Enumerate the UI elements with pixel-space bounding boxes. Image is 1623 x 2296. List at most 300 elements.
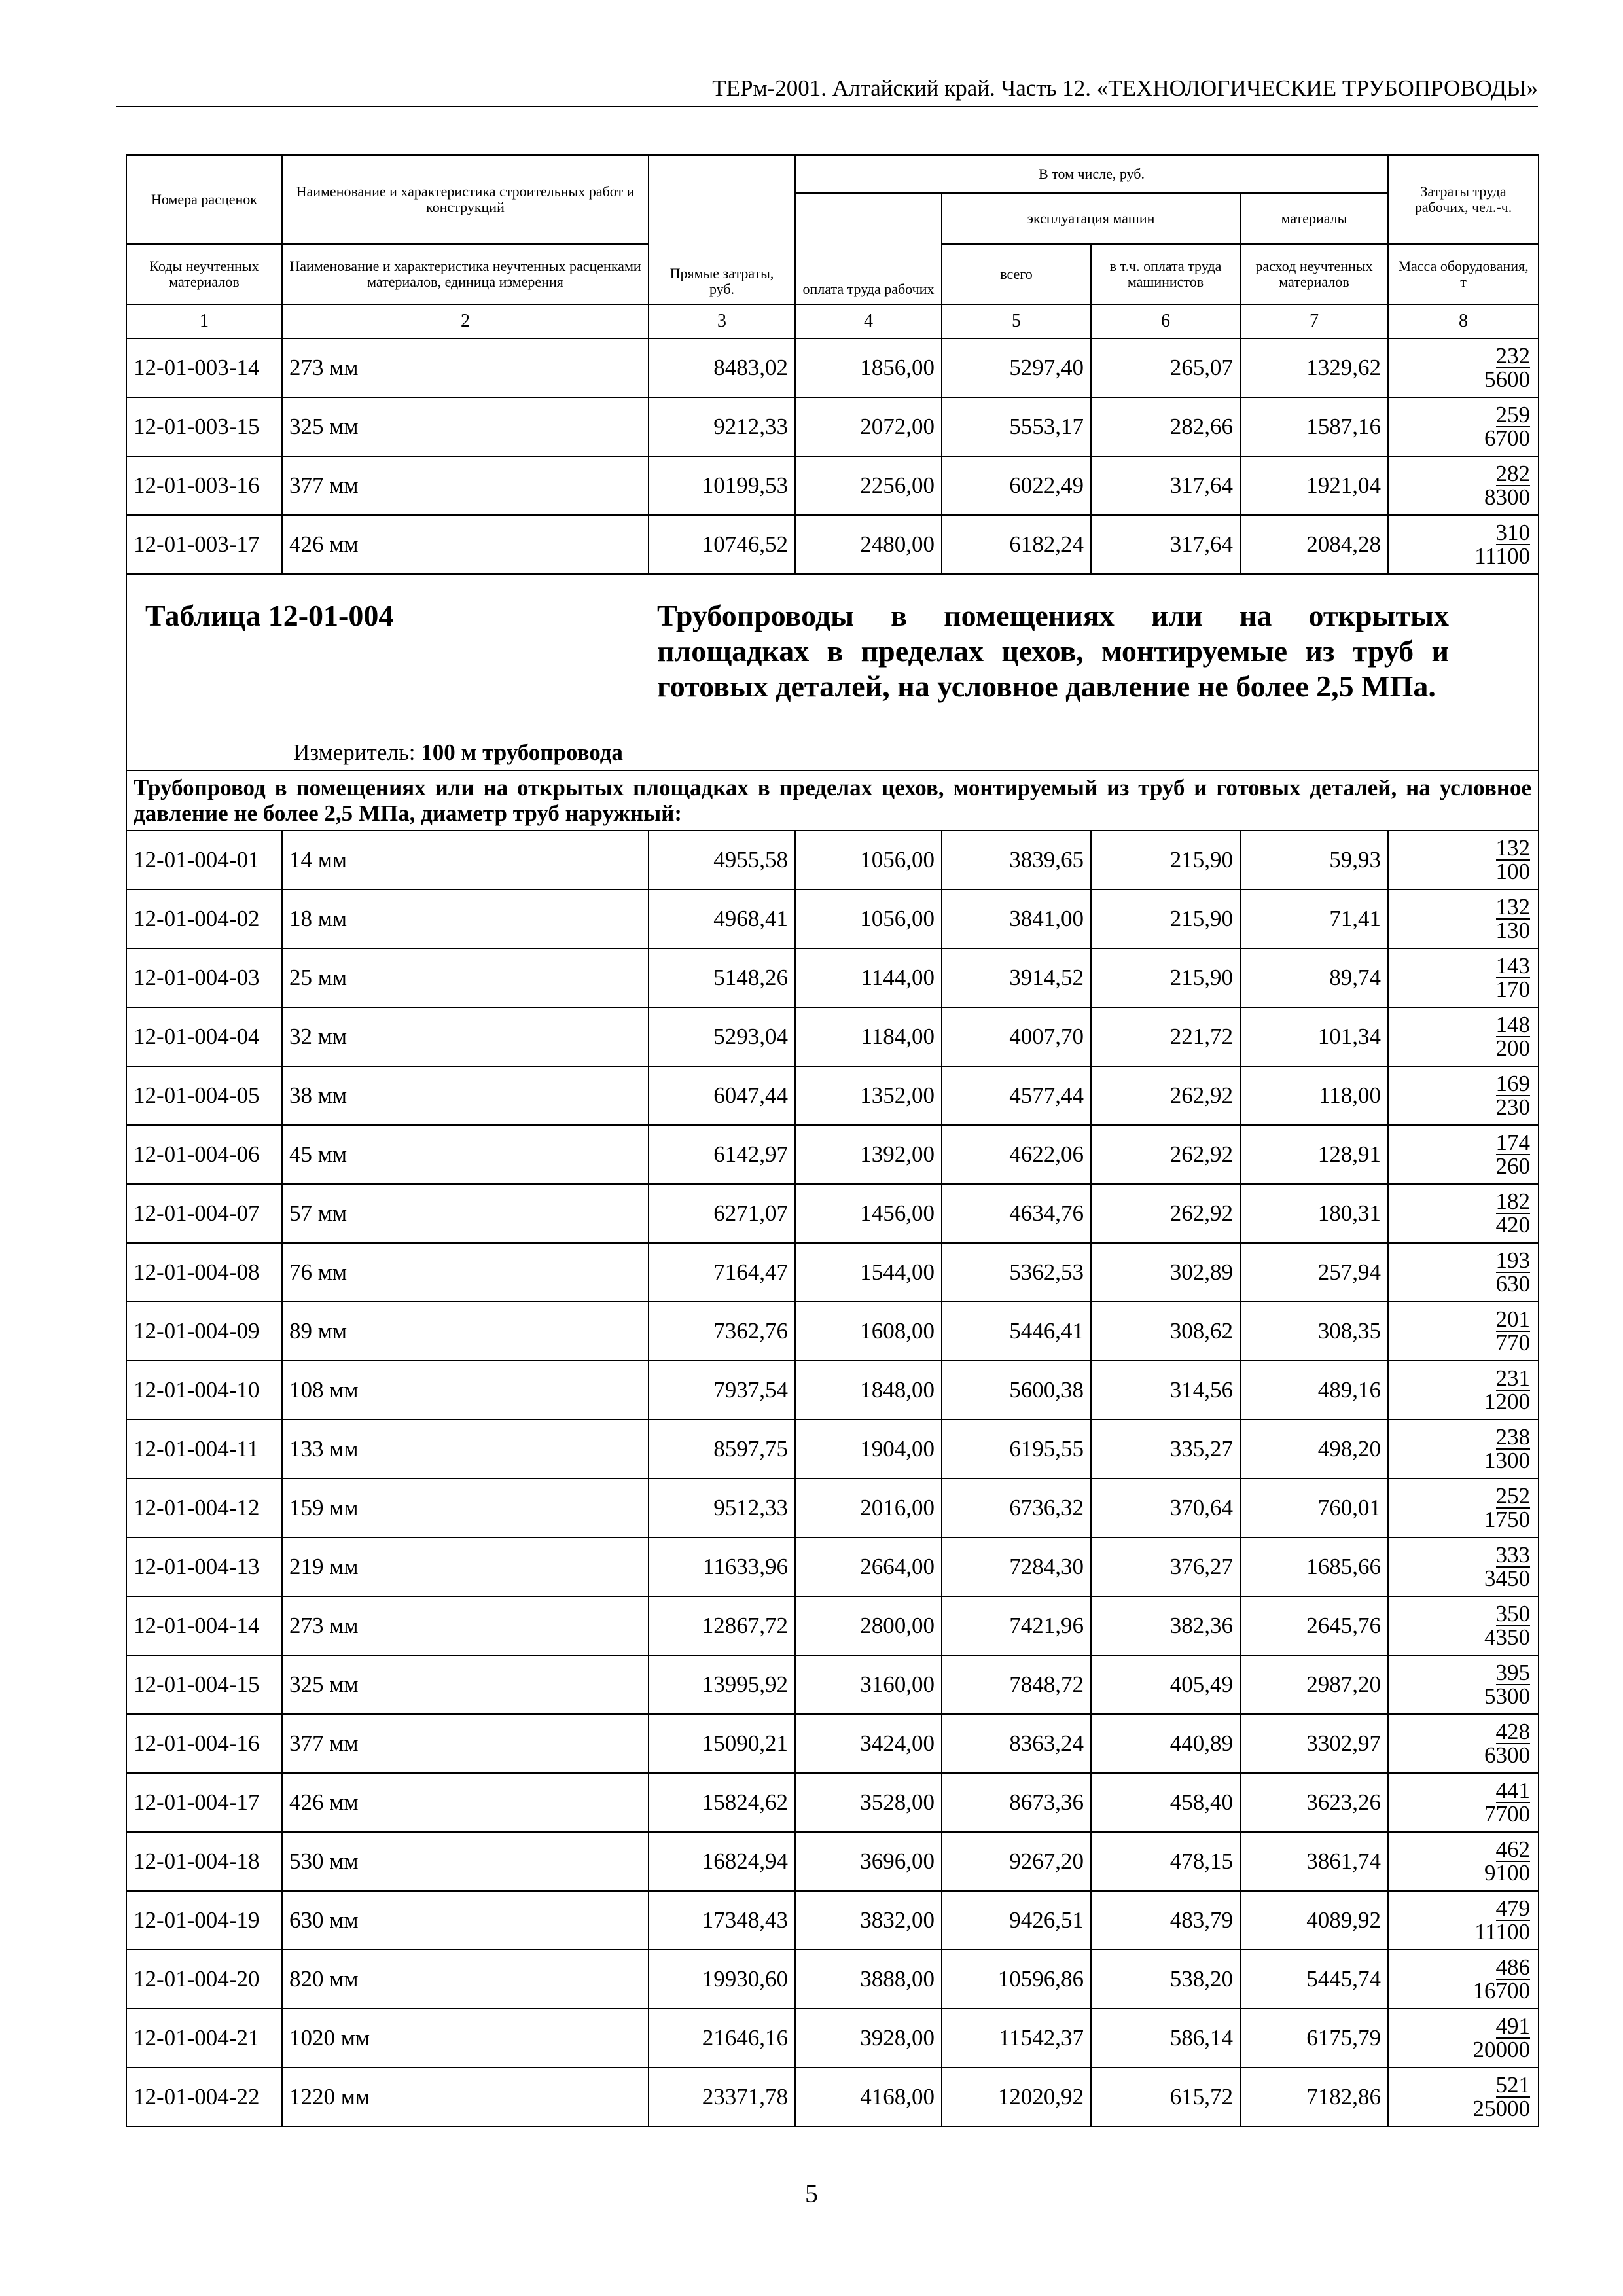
equipment-mass-value: 4350 — [1484, 1624, 1531, 1650]
direct-costs: 13995,92 — [649, 1655, 795, 1714]
machines-total: 3914,52 — [942, 948, 1091, 1007]
pipe-diameter: 133 мм — [282, 1420, 649, 1479]
labor-costs-value: 486 — [1495, 1954, 1531, 1980]
rate-code: 12-01-003-16 — [126, 456, 282, 515]
labor-costs-value: 148 — [1495, 1012, 1531, 1037]
equipment-mass-value: 130 — [1495, 918, 1531, 943]
direct-costs: 16824,94 — [649, 1832, 795, 1891]
col-number: 1 — [126, 304, 282, 338]
table-row — [126, 889, 1539, 948]
pipe-diameter: 14 мм — [282, 831, 649, 889]
materials-cost: 59,93 — [1240, 831, 1388, 889]
equipment-mass-value: 16700 — [1472, 1978, 1531, 2003]
materials-cost: 89,74 — [1240, 948, 1388, 1007]
rate-code: 12-01-004-15 — [126, 1655, 282, 1714]
table-row — [126, 1007, 1539, 1066]
pipe-diameter: 32 мм — [282, 1007, 649, 1066]
labor-and-mass — [1388, 2068, 1539, 2126]
machines-total: 6195,55 — [942, 1420, 1091, 1479]
labor-and-mass — [1388, 1184, 1539, 1243]
machines-total: 3841,00 — [942, 889, 1091, 948]
table-title-block — [126, 574, 1539, 770]
col-materials-usage: расход неучтенных материалов — [1240, 244, 1388, 304]
col-number: 2 — [282, 304, 649, 338]
direct-costs: 5148,26 — [649, 948, 795, 1007]
machinist-pay: 282,66 — [1091, 397, 1240, 456]
pipe-diameter: 325 мм — [282, 397, 649, 456]
machines-total: 7848,72 — [942, 1655, 1091, 1714]
col-labor-costs: Затраты труда рабочих, чел.-ч. — [1388, 155, 1539, 244]
equipment-mass-value: 25000 — [1472, 2096, 1531, 2121]
pipe-diameter: 377 мм — [282, 1714, 649, 1773]
equipment-mass-value: 1750 — [1484, 1507, 1531, 1532]
labor-costs-value: 282 — [1495, 461, 1531, 486]
labor-costs-value: 333 — [1495, 1542, 1531, 1568]
labor-costs-value: 201 — [1495, 1306, 1531, 1332]
direct-costs: 10199,53 — [649, 456, 795, 515]
labor-and-mass — [1388, 1420, 1539, 1479]
labor-pay: 3424,00 — [795, 1714, 942, 1773]
labor-pay: 1144,00 — [795, 948, 942, 1007]
rate-code: 12-01-003-17 — [126, 515, 282, 574]
rate-code: 12-01-004-13 — [126, 1537, 282, 1596]
meter — [293, 740, 623, 766]
materials-cost: 1329,62 — [1240, 338, 1388, 397]
machinist-pay: 215,90 — [1091, 831, 1240, 889]
labor-costs-value: 428 — [1495, 1719, 1531, 1744]
pipe-diameter: 273 мм — [282, 338, 649, 397]
equipment-mass-value: 3450 — [1484, 1566, 1531, 1591]
rate-code: 12-01-004-12 — [126, 1479, 282, 1537]
col-number: 4 — [795, 304, 942, 338]
col-machinist-pay: в т.ч. оплата труда машинистов — [1091, 244, 1240, 304]
materials-cost: 71,41 — [1240, 889, 1388, 948]
machines-total: 5362,53 — [942, 1243, 1091, 1302]
labor-pay: 1856,00 — [795, 338, 942, 397]
materials-cost: 489,16 — [1240, 1361, 1388, 1420]
col-number: 7 — [1240, 304, 1388, 338]
pipe-diameter: 57 мм — [282, 1184, 649, 1243]
materials-cost: 5445,74 — [1240, 1950, 1388, 2009]
rate-code: 12-01-004-21 — [126, 2009, 282, 2068]
materials-cost: 2084,28 — [1240, 515, 1388, 574]
machinist-pay: 265,07 — [1091, 338, 1240, 397]
equipment-mass-value: 770 — [1495, 1330, 1531, 1355]
machinist-pay: 376,27 — [1091, 1537, 1240, 1596]
direct-costs: 17348,43 — [649, 1891, 795, 1950]
materials-cost: 257,94 — [1240, 1243, 1388, 1302]
machinist-pay: 538,20 — [1091, 1950, 1240, 2009]
machines-total: 5446,41 — [942, 1302, 1091, 1361]
labor-costs-value: 232 — [1495, 343, 1531, 368]
labor-and-mass — [1388, 1302, 1539, 1361]
labor-costs-value: 395 — [1495, 1660, 1531, 1685]
equipment-mass-value: 1200 — [1484, 1389, 1531, 1414]
table-row — [126, 948, 1539, 1007]
direct-costs: 9212,33 — [649, 397, 795, 456]
pipe-diameter: 273 мм — [282, 1596, 649, 1655]
table-row — [126, 1361, 1539, 1420]
labor-pay: 2072,00 — [795, 397, 942, 456]
col-number: 5 — [942, 304, 1091, 338]
col-number: 6 — [1091, 304, 1240, 338]
labor-costs-value: 462 — [1495, 1837, 1531, 1862]
labor-costs-value: 132 — [1495, 894, 1531, 920]
labor-costs-value: 231 — [1495, 1365, 1531, 1391]
direct-costs: 4955,58 — [649, 831, 795, 889]
machinist-pay: 314,56 — [1091, 1361, 1240, 1420]
machinist-pay: 221,72 — [1091, 1007, 1240, 1066]
rate-code: 12-01-004-01 — [126, 831, 282, 889]
labor-and-mass — [1388, 1361, 1539, 1420]
labor-pay: 2664,00 — [795, 1537, 942, 1596]
equipment-mass-value: 6300 — [1484, 1742, 1531, 1768]
pipe-diameter: 25 мм — [282, 948, 649, 1007]
pipe-diameter: 1020 мм — [282, 2009, 649, 2068]
labor-pay: 2800,00 — [795, 1596, 942, 1655]
materials-cost: 3302,97 — [1240, 1714, 1388, 1773]
materials-cost: 2645,76 — [1240, 1596, 1388, 1655]
machines-total: 9267,20 — [942, 1832, 1091, 1891]
materials-cost: 4089,92 — [1240, 1891, 1388, 1950]
equipment-mass-value: 230 — [1495, 1094, 1531, 1120]
direct-costs: 10746,52 — [649, 515, 795, 574]
labor-costs-value: 193 — [1495, 1247, 1531, 1273]
machines-total: 8673,36 — [942, 1773, 1091, 1832]
materials-cost: 3623,26 — [1240, 1773, 1388, 1832]
machinist-pay: 317,64 — [1091, 515, 1240, 574]
rate-code: 12-01-004-04 — [126, 1007, 282, 1066]
pipe-diameter: 18 мм — [282, 889, 649, 948]
machines-total: 6182,24 — [942, 515, 1091, 574]
rate-code: 12-01-004-02 — [126, 889, 282, 948]
labor-costs-value: 310 — [1495, 520, 1531, 545]
labor-pay: 1184,00 — [795, 1007, 942, 1066]
pipe-diameter: 159 мм — [282, 1479, 649, 1537]
equipment-mass-value: 11100 — [1474, 543, 1531, 569]
labor-pay: 1056,00 — [795, 831, 942, 889]
labor-costs-value: 479 — [1495, 1895, 1531, 1921]
col-material-names: Наименование и характеристика неучтенных расценками материалов, единица измерения — [282, 244, 649, 304]
labor-costs-value: 238 — [1495, 1424, 1531, 1450]
materials-cost: 3861,74 — [1240, 1832, 1388, 1891]
materials-cost: 1685,66 — [1240, 1537, 1388, 1596]
machinist-pay: 262,92 — [1091, 1066, 1240, 1125]
rate-code: 12-01-004-17 — [126, 1773, 282, 1832]
direct-costs: 8597,75 — [649, 1420, 795, 1479]
direct-costs: 6047,44 — [649, 1066, 795, 1125]
equipment-mass-value: 420 — [1495, 1212, 1531, 1238]
machines-total: 5600,38 — [942, 1361, 1091, 1420]
table-description: Трубопроводы в помещениях или на открытых площадках в пределах цехов, монтируемые из труб и готовых деталей, на условное давление не более 2,5 МПа. — [657, 599, 1449, 703]
col-number: 8 — [1388, 304, 1539, 338]
direct-costs: 7937,54 — [649, 1361, 795, 1420]
rate-code: 12-01-004-11 — [126, 1420, 282, 1479]
direct-costs: 19930,60 — [649, 1950, 795, 2009]
direct-costs: 8483,02 — [649, 338, 795, 397]
rate-code: 12-01-004-06 — [126, 1125, 282, 1184]
machines-total: 5553,17 — [942, 397, 1091, 456]
labor-pay: 1056,00 — [795, 889, 942, 948]
table-row — [126, 831, 1539, 889]
labor-and-mass — [1388, 1773, 1539, 1832]
labor-pay: 4168,00 — [795, 2068, 942, 2126]
direct-costs: 11633,96 — [649, 1537, 795, 1596]
labor-pay: 1848,00 — [795, 1361, 942, 1420]
materials-cost: 1587,16 — [1240, 397, 1388, 456]
col-including: В том числе, руб. — [795, 155, 1388, 193]
pipe-diameter: 325 мм — [282, 1655, 649, 1714]
pipe-diameter: 89 мм — [282, 1302, 649, 1361]
pipe-diameter: 76 мм — [282, 1243, 649, 1302]
equipment-mass-value: 5600 — [1484, 367, 1531, 392]
rates-table — [126, 154, 1539, 2127]
labor-and-mass — [1388, 456, 1539, 515]
pipe-diameter: 1220 мм — [282, 2068, 649, 2126]
labor-pay: 3696,00 — [795, 1832, 942, 1891]
labor-and-mass — [1388, 1832, 1539, 1891]
table-row — [126, 397, 1539, 456]
machinist-pay: 478,15 — [1091, 1832, 1240, 1891]
equipment-mass-value: 100 — [1495, 859, 1531, 884]
table-row — [126, 1125, 1539, 1184]
labor-pay: 3832,00 — [795, 1891, 942, 1950]
labor-costs-value: 441 — [1495, 1778, 1531, 1803]
machinist-pay: 317,64 — [1091, 456, 1240, 515]
equipment-mass-value: 630 — [1495, 1271, 1531, 1297]
direct-costs: 4968,41 — [649, 889, 795, 948]
labor-and-mass — [1388, 1537, 1539, 1596]
table-row — [126, 1420, 1539, 1479]
machinist-pay: 308,62 — [1091, 1302, 1240, 1361]
col-labor-pay: оплата труда рабочих — [795, 193, 942, 304]
labor-and-mass — [1388, 1891, 1539, 1950]
table-row — [126, 1066, 1539, 1125]
table-row — [126, 1302, 1539, 1361]
machines-total: 4634,76 — [942, 1184, 1091, 1243]
labor-costs-value: 169 — [1495, 1071, 1531, 1096]
materials-cost: 498,20 — [1240, 1420, 1388, 1479]
pipe-diameter: 820 мм — [282, 1950, 649, 2009]
labor-and-mass — [1388, 1066, 1539, 1125]
labor-and-mass — [1388, 1655, 1539, 1714]
labor-and-mass — [1388, 948, 1539, 1007]
materials-cost: 760,01 — [1240, 1479, 1388, 1537]
direct-costs: 15824,62 — [649, 1773, 795, 1832]
equipment-mass-value: 1300 — [1484, 1448, 1531, 1473]
machinist-pay: 302,89 — [1091, 1243, 1240, 1302]
labor-costs-value: 491 — [1495, 2013, 1531, 2039]
machinist-pay: 483,79 — [1091, 1891, 1240, 1950]
machinist-pay: 215,90 — [1091, 948, 1240, 1007]
machines-total: 4007,70 — [942, 1007, 1091, 1066]
materials-cost: 101,34 — [1240, 1007, 1388, 1066]
labor-pay: 1456,00 — [795, 1184, 942, 1243]
labor-and-mass — [1388, 1596, 1539, 1655]
rate-code: 12-01-004-08 — [126, 1243, 282, 1302]
labor-costs-value: 143 — [1495, 953, 1531, 978]
table-row — [126, 1950, 1539, 2009]
materials-cost: 6175,79 — [1240, 2009, 1388, 2068]
machinist-pay: 370,64 — [1091, 1479, 1240, 1537]
table-row — [126, 1832, 1539, 1891]
machines-total: 7421,96 — [942, 1596, 1091, 1655]
materials-cost: 118,00 — [1240, 1066, 1388, 1125]
labor-and-mass — [1388, 831, 1539, 889]
machines-total: 6736,32 — [942, 1479, 1091, 1537]
materials-cost: 7182,86 — [1240, 2068, 1388, 2126]
machines-total: 12020,92 — [942, 2068, 1091, 2126]
machinist-pay: 440,89 — [1091, 1714, 1240, 1773]
direct-costs: 6271,07 — [649, 1184, 795, 1243]
page-number: 5 — [805, 2179, 818, 2208]
rate-code: 12-01-003-14 — [126, 338, 282, 397]
rate-code: 12-01-004-10 — [126, 1361, 282, 1420]
direct-costs: 9512,33 — [649, 1479, 795, 1537]
machinist-pay: 215,90 — [1091, 889, 1240, 948]
col-work-name: Наименование и характеристика строительных работ и конструкций — [282, 155, 649, 244]
direct-costs: 5293,04 — [649, 1007, 795, 1066]
table-row — [126, 1537, 1539, 1596]
labor-costs-value: 174 — [1495, 1130, 1531, 1155]
equipment-mass-value: 200 — [1495, 1035, 1531, 1061]
machinist-pay: 262,92 — [1091, 1184, 1240, 1243]
labor-costs-value: 182 — [1495, 1189, 1531, 1214]
rate-code: 12-01-004-05 — [126, 1066, 282, 1125]
pipe-diameter: 530 мм — [282, 1832, 649, 1891]
equipment-mass-value: 5300 — [1484, 1683, 1531, 1709]
equipment-mass-value: 20000 — [1472, 2037, 1531, 2062]
equipment-mass-value: 8300 — [1484, 484, 1531, 510]
rate-code: 12-01-004-18 — [126, 1832, 282, 1891]
pipe-diameter: 38 мм — [282, 1066, 649, 1125]
col-equipment-mass: Масса оборудования, т — [1388, 244, 1539, 304]
pipe-diameter: 219 мм — [282, 1537, 649, 1596]
labor-and-mass — [1388, 397, 1539, 456]
labor-pay: 2480,00 — [795, 515, 942, 574]
labor-costs-value: 350 — [1495, 1601, 1531, 1626]
materials-cost: 2987,20 — [1240, 1655, 1388, 1714]
pipe-diameter: 108 мм — [282, 1361, 649, 1420]
equipment-mass-value: 260 — [1495, 1153, 1531, 1179]
machinist-pay: 262,92 — [1091, 1125, 1240, 1184]
machinist-pay: 586,14 — [1091, 2009, 1240, 2068]
labor-pay: 3160,00 — [795, 1655, 942, 1714]
labor-pay: 3888,00 — [795, 1950, 942, 2009]
labor-and-mass — [1388, 2009, 1539, 2068]
machines-total: 7284,30 — [942, 1537, 1091, 1596]
table-row — [126, 1891, 1539, 1950]
pipe-diameter: 630 мм — [282, 1891, 649, 1950]
direct-costs: 15090,21 — [649, 1714, 795, 1773]
materials-cost: 180,31 — [1240, 1184, 1388, 1243]
rate-code: 12-01-004-16 — [126, 1714, 282, 1773]
col-machines: эксплуатация машин — [942, 193, 1240, 244]
table-id: Таблица 12-01-004 — [145, 599, 394, 632]
col-machines-total: всего — [942, 244, 1091, 304]
machines-total: 4577,44 — [942, 1066, 1091, 1125]
pipe-diameter: 426 мм — [282, 1773, 649, 1832]
rate-code: 12-01-004-22 — [126, 2068, 282, 2126]
meter-value: 100 м трубопровода — [421, 740, 623, 765]
direct-costs: 7164,47 — [649, 1243, 795, 1302]
labor-and-mass — [1388, 1950, 1539, 2009]
labor-and-mass — [1388, 1479, 1539, 1537]
machinist-pay: 458,40 — [1091, 1773, 1240, 1832]
table-row — [126, 515, 1539, 574]
direct-costs: 21646,16 — [649, 2009, 795, 2068]
table-row — [126, 1596, 1539, 1655]
meter-label: Измеритель: — [293, 740, 416, 765]
col-rate-number: Номера расценок — [126, 155, 282, 244]
direct-costs: 7362,76 — [649, 1302, 795, 1361]
rate-code: 12-01-004-03 — [126, 948, 282, 1007]
rate-code: 12-01-004-09 — [126, 1302, 282, 1361]
labor-costs-value: 259 — [1495, 402, 1531, 427]
materials-cost: 128,91 — [1240, 1125, 1388, 1184]
rate-code: 12-01-003-15 — [126, 397, 282, 456]
table-row — [126, 1479, 1539, 1537]
section-title: Трубопровод в помещениях или на открытых площадках в пределах цехов, монтируемый из труб и готовых деталей, на условное давление не более 2,5 МПа, диаметр труб наружный: — [126, 770, 1539, 831]
equipment-mass-value: 11100 — [1474, 1919, 1531, 1945]
labor-and-mass — [1388, 1125, 1539, 1184]
direct-costs: 12867,72 — [649, 1596, 795, 1655]
col-direct-costs: Прямые затраты, руб. — [649, 155, 795, 304]
table-row — [126, 1714, 1539, 1773]
machines-total: 3839,65 — [942, 831, 1091, 889]
rate-code: 12-01-004-20 — [126, 1950, 282, 2009]
table-row — [126, 1184, 1539, 1243]
labor-and-mass — [1388, 1007, 1539, 1066]
equipment-mass-value: 9100 — [1484, 1860, 1531, 1886]
pipe-diameter: 426 мм — [282, 515, 649, 574]
pipe-diameter: 377 мм — [282, 456, 649, 515]
section-title-row — [126, 770, 1539, 831]
labor-and-mass — [1388, 1714, 1539, 1773]
labor-pay: 1392,00 — [795, 1125, 942, 1184]
col-materials: материалы — [1240, 193, 1388, 244]
rate-code: 12-01-004-14 — [126, 1596, 282, 1655]
labor-costs-value: 521 — [1495, 2072, 1531, 2098]
table-row — [126, 1243, 1539, 1302]
table-row — [126, 338, 1539, 397]
rate-code: 12-01-004-07 — [126, 1184, 282, 1243]
table-row — [126, 2009, 1539, 2068]
labor-and-mass — [1388, 338, 1539, 397]
labor-pay: 1608,00 — [795, 1302, 942, 1361]
equipment-mass-value: 170 — [1495, 977, 1531, 1002]
equipment-mass-value: 6700 — [1484, 425, 1531, 451]
direct-costs: 23371,78 — [649, 2068, 795, 2126]
machines-total: 11542,37 — [942, 2009, 1091, 2068]
labor-pay: 3928,00 — [795, 2009, 942, 2068]
table-row — [126, 456, 1539, 515]
labor-pay: 2256,00 — [795, 456, 942, 515]
col-number: 3 — [649, 304, 795, 338]
rate-code: 12-01-004-19 — [126, 1891, 282, 1950]
machines-total: 10596,86 — [942, 1950, 1091, 2009]
page-header: ТЕРм-2001. Алтайский край. Часть 12. «ТЕХНОЛОГИЧЕСКИЕ ТРУБОПРОВОДЫ» — [116, 73, 1538, 107]
table-row — [126, 1773, 1539, 1832]
labor-and-mass — [1388, 515, 1539, 574]
labor-costs-value: 252 — [1495, 1483, 1531, 1509]
labor-pay: 1544,00 — [795, 1243, 942, 1302]
machinist-pay: 335,27 — [1091, 1420, 1240, 1479]
labor-and-mass — [1388, 889, 1539, 948]
machinist-pay: 405,49 — [1091, 1655, 1240, 1714]
pipe-diameter: 45 мм — [282, 1125, 649, 1184]
materials-cost: 1921,04 — [1240, 456, 1388, 515]
